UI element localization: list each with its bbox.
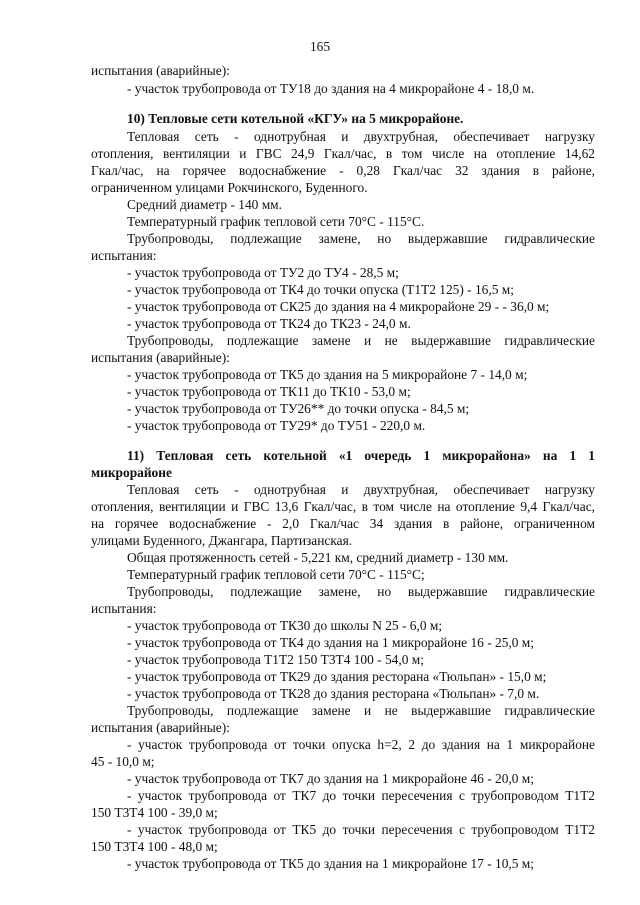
list-item: - участок трубопровода от ТК30 до школы N 25 - 6,0 м; [127,618,443,633]
paragraph-line: Средний диаметр - 140 мм. [127,197,282,212]
list-item-cont: 45 - 10,0 м; [91,754,155,769]
section-heading: 10) Тепловые сети котельной «КГУ» на 5 микрорайоне. [127,111,464,126]
paragraph-line: Трубопроводы, подлежащие замене и не выдержавшие гидравлические [127,333,595,348]
list-item: - участок трубопровода от ТК7 до здания на 1 микрорайоне 46 - 20,0 м; [127,771,534,786]
paragraph-line: испытания (аварийные): [91,350,230,365]
list-item: - участок трубопровода от ТУ29* до ТУ51 - 220,0 м. [127,418,426,433]
list-item: - участок трубопровода Т1Т2 150 Т3Т4 100 - 54,0 м; [127,652,424,667]
list-item-cont: 150 Т3Т4 100 - 39,0 м; [91,805,218,820]
paragraph-line: Тепловая сеть - однотрубная и двухтрубная, обеспечивает нагрузку [127,482,595,497]
list-item: - участок трубопровода от ТК5 до точки пересечения с трубопроводом Т1Т2 [127,822,595,837]
list-item: - участок трубопровода от точки опуска h=2, 2 до здания на 1 микрорайоне [127,737,595,752]
list-item: - участок трубопровода от ТК24 до ТК23 - 24,0 м. [127,316,411,331]
list-item: - участок трубопровода от ТК29 до здания ресторана «Тюльпан» - 15,0 м; [127,669,547,684]
paragraph-line: улицами Буденного, Джангара, Партизанская. [91,533,353,548]
section-heading-cont: микрорайоне [91,465,172,480]
list-item: - участок трубопровода от ТУ26** до точки опуска - 84,5 м; [127,401,470,416]
list-item: - участок трубопровода от ТК4 до точки опуска (Т1Т2 125) - 16,5 м; [127,282,514,297]
list-item: - участок трубопровода от ТУ18 до здания на 4 микрорайоне 4 - 18,0 м. [127,81,535,96]
list-item: - участок трубопровода от ТК5 до здания на 5 микрорайоне 7 - 14,0 м; [127,367,528,382]
section-heading: 11) Тепловая сеть котельной «1 очередь 1 микрорайона» на 1 1 [127,448,595,463]
paragraph-line: Температурный график тепловой сети 70°С - 115°С. [127,214,425,229]
paragraph-line: испытания: [91,601,157,616]
paragraph-line: Трубопроводы, подлежащие замене, но выдержавшие гидравлические [127,584,595,599]
list-item: - участок трубопровода от ТК11 до ТК10 - 53,0 м; [127,384,411,399]
paragraph-line: испытания (аварийные): [91,720,230,735]
paragraph-line: ограниченном улицами Рокчинского, Буденного. [91,180,368,195]
list-item: - участок трубопровода от ТУ2 до ТУ4 - 28,5 м; [127,265,399,280]
list-item: - участок трубопровода от ТК28 до здания ресторана «Тюльпан» - 7,0 м. [127,686,540,701]
paragraph-line: Гкал/час, на горячее водоснабжение - 0,28 Гкал/час 32 здания в районе, [91,163,595,178]
paragraph-line: отопления, вентиляции и ГВС 24,9 Гкал/час, в том числе на отопление 14,62 [91,146,595,161]
list-item-cont: 150 Т3Т4 100 - 48,0 м; [91,839,218,854]
paragraph-line: Тепловая сеть - однотрубная и двухтрубная, обеспечивает нагрузку [127,129,595,144]
list-item: - участок трубопровода от ТК7 до точки пересечения с трубопроводом Т1Т2 [127,788,595,803]
paragraph-line: Общая протяженность сетей - 5,221 км, средний диаметр - 130 мм. [127,550,509,565]
text-line: испытания (аварийные): [91,63,230,78]
paragraph-line: на горячее водоснабжение - 2,0 Гкал/час 34 здания в районе, ограниченном [91,516,595,531]
list-item: - участок трубопровода от ТК4 до здания на 1 микрорайоне 16 - 25,0 м; [127,635,534,650]
paragraph-line: Трубопроводы, подлежащие замене, но выдержавшие гидравлические [127,231,595,246]
list-item: - участок трубопровода от СК25 до здания на 4 микрорайоне 29 - - 36,0 м; [127,299,550,314]
paragraph-line: Температурный график тепловой сети 70°С - 115°С; [127,567,425,582]
paragraph-line: Трубопроводы, подлежащие замене и не выдержавшие гидравлические [127,703,595,718]
paragraph-line: испытания: [91,248,157,263]
page-number: 165 [309,39,331,54]
list-item: - участок трубопровода от ТК5 до здания на 1 микрорайоне 17 - 10,5 м; [127,856,534,871]
paragraph-line: отопления, вентиляции и ГВС 13,6 Гкал/час, в том числе на отопление 9,4 Гкал/час, [91,499,595,514]
